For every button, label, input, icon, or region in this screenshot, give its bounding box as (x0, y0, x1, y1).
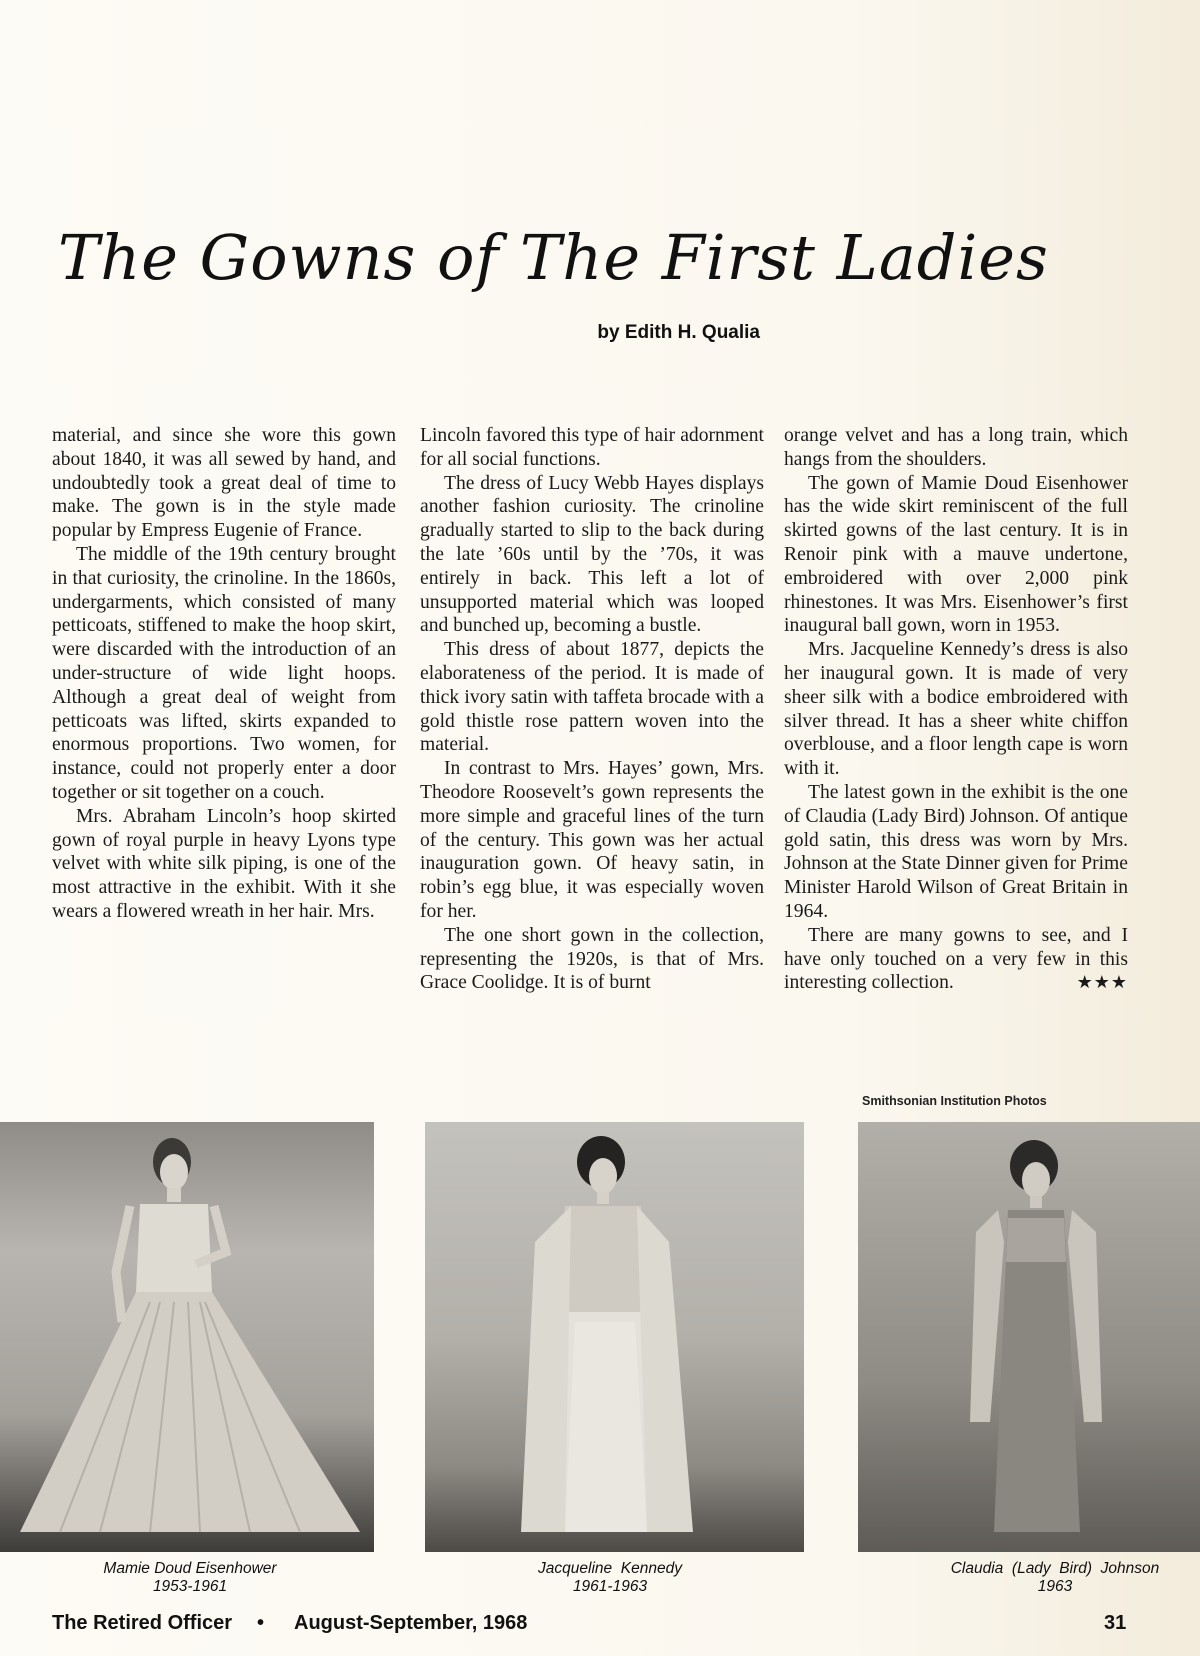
paragraph: Lincoln favored this type of hair adornment for all social functions. (420, 425, 764, 470)
paragraph: material, and since she wore this gown about 1840, it was all sewed by hand, and undoubtedly took a great deal of time to make. The gown is in the style made popular by Empress Eugenie of France. (52, 425, 396, 542)
caption-years: 1963 (1037, 1578, 1073, 1595)
footer-publication: The Retired Officer (52, 1612, 233, 1634)
article-byline: by Edith H. Qualia (597, 322, 760, 343)
paragraph-closing (784, 924, 1128, 995)
paragraph: The gown of Mamie Doud Eisenhower has the wide skirt reminiscent of the full skirted gowns of the last century. It is in Renoir pink with a mauve undertone, embroidered with over 2,000 pink rhinestones. It was Mrs. Eisenhower’s first inaugural ball gown, worn in 1953. (784, 472, 1128, 637)
caption-years: 1953-1961 (152, 1578, 228, 1595)
footer-date: August-September, 1968 (294, 1612, 528, 1634)
gown-figure-illustration (425, 1122, 804, 1552)
caption-name: Claudia (Lady Bird) Johnson (950, 1560, 1160, 1577)
footer-separator: • (257, 1612, 265, 1634)
paragraph: The latest gown in the exhibit is the one of Claudia (Lady Bird) Johnson. Of antique gold satin, this dress was worn by Mrs. Johnson at the State Dinner given for Prime Minister Harold Wilson of Great Britain in 1964. (784, 781, 1128, 922)
caption-name: Jacqueline Kennedy (538, 1560, 682, 1577)
paragraph: The one short gown in the collection, representing the 1920s, is that of Mrs. Grace Coolidge. It is of burnt (420, 924, 764, 994)
end-mark-stars: ★★★ (1076, 972, 1128, 993)
photo-lady-bird-johnson-gown (858, 1122, 1200, 1552)
text-column-2 (420, 424, 764, 995)
paragraph: orange velvet and has a long train, which hangs from the shoulders. (784, 425, 1128, 470)
photo-caption (915, 1560, 1195, 1596)
page-number: 31 (1104, 1612, 1127, 1634)
caption-name: Mamie Doud Eisenhower (103, 1560, 277, 1577)
paragraph: The dress of Lucy Webb Hayes displays another fashion curiosity. The crinoline gradually started to slip to the back during the late ’60s until by the ’70s, it was entirely in back. This left a lot of unsupported material which was looped and bunched up, becoming a bustle. (420, 472, 764, 637)
article-title: The Gowns of The First Ladies (58, 221, 1049, 294)
gown-figure-illustration (858, 1122, 1200, 1552)
paragraph: In contrast to Mrs. Hayes’ gown, Mrs. Theodore Roosevelt’s gown represents the more simple and graceful lines of the turn of the century. This gown was her actual inauguration gown. Of heavy satin, in robin’s egg blue, it was especially woven for her. (420, 758, 764, 922)
paragraph: Mrs. Abraham Lincoln’s hoop skirted gown of royal purple in heavy Lyons type velvet with white silk piping, is one of the most attractive in the exhibit. With it she wears a flowered wreath in her hair. Mrs. (52, 805, 396, 922)
photo-credit: Smithsonian Institution Photos (862, 1094, 1047, 1108)
caption-years: 1961-1963 (572, 1578, 648, 1595)
photo-jacqueline-kennedy-gown (425, 1122, 804, 1552)
photo-mamie-eisenhower-gown (0, 1122, 374, 1552)
paragraph: The middle of the 19th century brought in that curiosity, the crinoline. In the 1860s, undergarments, which consisted of many petticoats, stiffened to make the hoop skirt, were discarded with the introduction of an under-structure of wide light hoops. Although a great deal of weight from petticoats was lifted, skirts expanded to enormous proportions. Two women, for instance, could not properly enter a door together or sit together on a couch. (52, 543, 396, 803)
text-column-1 (52, 424, 396, 924)
photo-caption (40, 1560, 340, 1596)
text-column-3 (784, 424, 1128, 995)
gown-figure-illustration (0, 1122, 374, 1552)
photo-caption (460, 1560, 760, 1596)
paragraph-text: There are many gowns to see, and I have only touched on a very few in this interesting collection. (784, 924, 1128, 994)
paragraph: Mrs. Jacqueline Kennedy’s dress is also her inaugural gown. It is made of very sheer silk with a bodice embroidered with silver thread. It has a sheer white chiffon overblouse, and a floor length cape is worn with it. (784, 639, 1128, 780)
paragraph: This dress of about 1877, depicts the elaborateness of the period. It is made of thick ivory satin with taffeta brocade with a gold thistle rose pattern woven into the material. (420, 639, 764, 756)
